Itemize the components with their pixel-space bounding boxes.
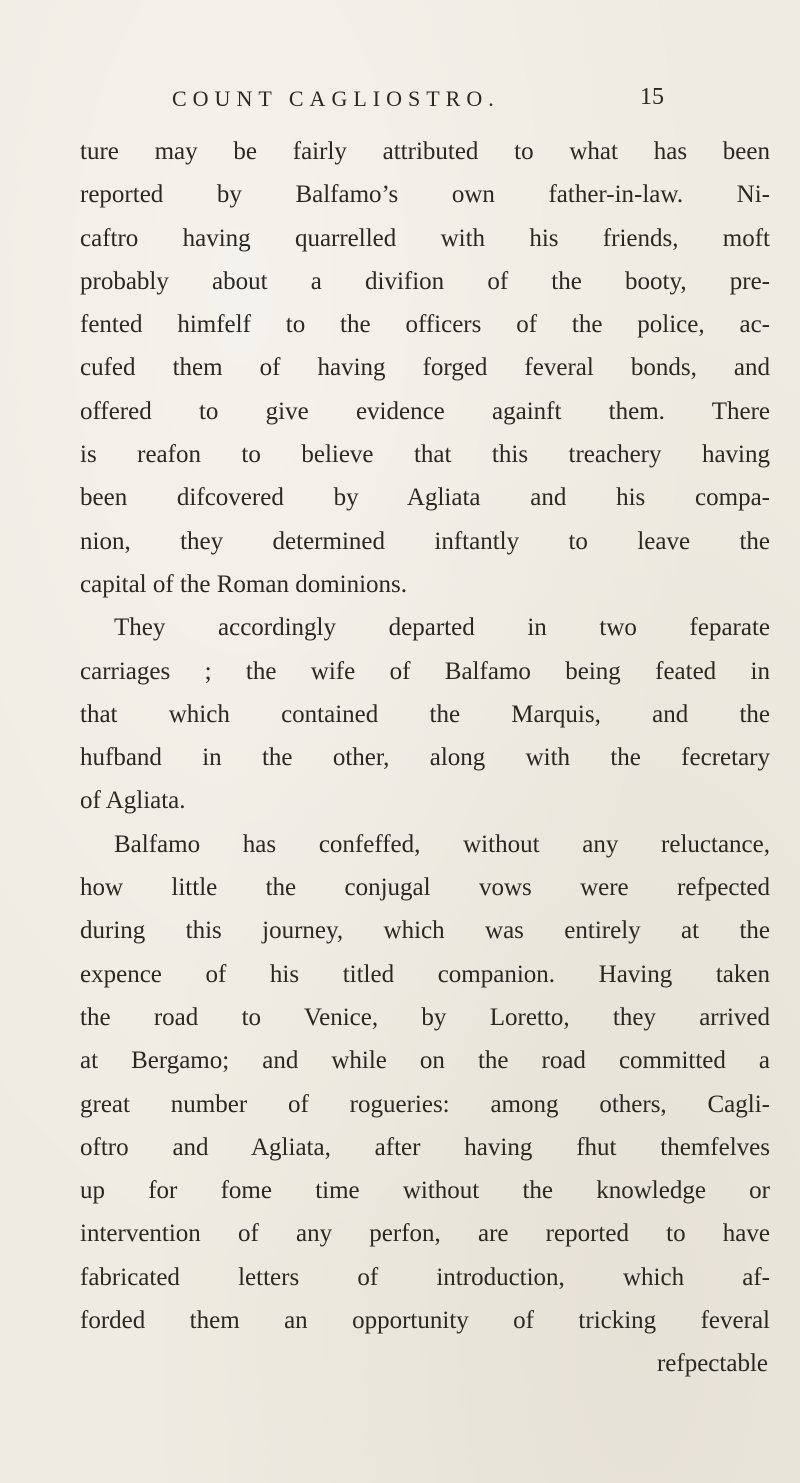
text-line: cufed them of having forged feveral bonds, and: [80, 354, 770, 382]
text-line: the road to Venice, by Loretto, they arrived: [80, 1003, 770, 1031]
paragraph-start-line: They accordingly departed in two feparate: [114, 614, 770, 642]
text-line: hufband in the other, along with the fecretary: [80, 744, 770, 772]
catchword: refpectable: [656, 1350, 768, 1378]
text-line: during this journey, which was entirely at the: [80, 917, 770, 945]
text-line: at Bergamo; and while on the road committed a: [80, 1047, 770, 1075]
text-line: carriages ; the wife of Balfamo being feated in: [80, 657, 770, 685]
text-line: nion, they determined inftantly to leave the: [80, 527, 770, 555]
text-line: fabricated letters of introduction, which af-: [80, 1263, 770, 1291]
text-line: that which contained the Marquis, and the: [80, 700, 770, 728]
body-text: [80, 130, 770, 1386]
paragraph-end-line: capital of the Roman dominions.: [80, 570, 408, 598]
text-line: forded them an opportunity of tricking feveral: [80, 1307, 770, 1335]
text-line: how little the conjugal vows were refpected: [80, 874, 770, 902]
running-head: COUNT CAGLIOSTRO.: [172, 86, 500, 111]
text-line: intervention of any perfon, are reported to have: [80, 1220, 770, 1248]
text-line: oftro and Agliata, after having fhut themfelves: [80, 1133, 770, 1161]
text-line: fented himfelf to the officers of the police, ac-: [80, 311, 770, 339]
text-line: is reafon to believe that this treachery having: [80, 441, 770, 469]
text-line: probably about a divifion of the booty, pre-: [80, 267, 770, 295]
text-line: caftro having quarrelled with his friends, moft: [80, 224, 770, 252]
page-number: 15: [640, 84, 664, 110]
paragraph-end-line: of Agliata.: [80, 787, 186, 815]
text-line: up for fome time without the knowledge or: [80, 1177, 770, 1205]
text-line: reported by Balfamo’s own father-in-law. Ni-: [80, 181, 770, 209]
text-line: offered to give evidence againft them. There: [80, 397, 770, 425]
text-line: ture may be fairly attributed to what has been: [80, 138, 770, 165]
text-line: been difcovered by Agliata and his compa-: [80, 484, 770, 512]
text-line: expence of his titled companion. Having taken: [80, 960, 770, 988]
paragraph-start-line: Balfamo has confeffed, without any reluctance,: [114, 830, 770, 858]
text-line: great number of rogueries: among others, Cagli-: [80, 1090, 770, 1118]
